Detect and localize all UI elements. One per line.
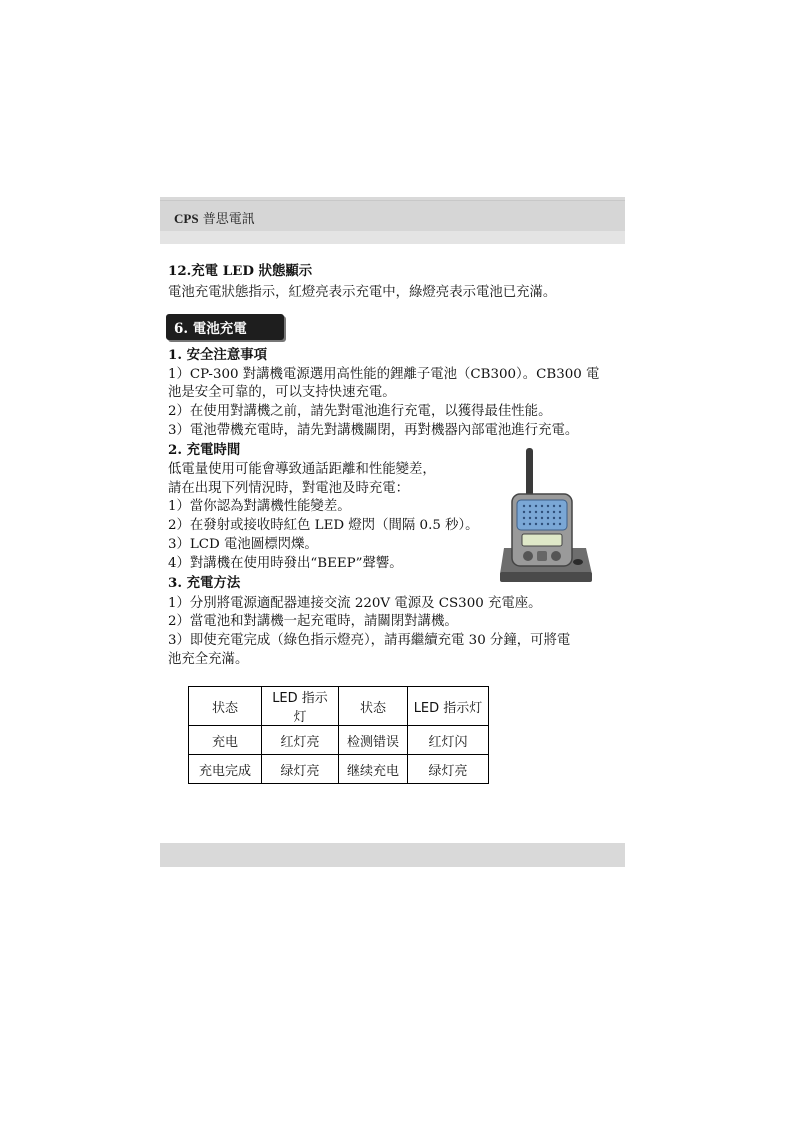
table-header-row: [189, 687, 489, 726]
walkie-talkie-in-charger-icon: [500, 446, 610, 586]
table-cell: 继续充电: [339, 755, 408, 784]
method-heading: 3. 充電方法: [168, 575, 241, 591]
table-cell: 检测错误: [339, 726, 408, 755]
method-line: 3）即使充電完成（綠色指示燈亮），請再繼續充電 30 分鐘，可將電: [168, 633, 571, 648]
section-12-body: 電池充電狀態指示，紅燈亮表示充電中，綠燈亮表示電池已充滿。: [168, 285, 557, 300]
led-status-table: [188, 686, 489, 784]
table-cell: 充电完成: [189, 755, 262, 784]
time-line: 低電量使用可能會導致通話距離和性能變差，: [168, 462, 436, 477]
table-header-cell: LED 指示灯: [262, 687, 339, 726]
footer-band: [160, 843, 625, 867]
time-heading: 2. 充電時間: [168, 442, 241, 458]
safety-heading: 1. 安全注意事項: [168, 347, 267, 363]
time-line: 1）當你認為對講機性能變差。: [168, 499, 351, 514]
time-line: 請在出現下列情況時，對電池及時充電：: [168, 481, 410, 496]
section-6-tab: 6. 電池充電: [166, 314, 284, 340]
table-cell: 红灯闪: [408, 726, 489, 755]
section-12-title: 12.充電 LED 狀態顯示: [168, 263, 313, 279]
table-cell: 充电: [189, 726, 262, 755]
header-stripe: [160, 231, 625, 244]
table-cell: 绿灯亮: [262, 755, 339, 784]
method-line: 1）分別將電源適配器連接交流 220V 電源及 CS300 充電座。: [168, 596, 542, 611]
method-line: 池充全充滿。: [168, 652, 249, 667]
table-cell: 绿灯亮: [408, 755, 489, 784]
table-header-cell: 状态: [189, 687, 262, 726]
safety-line: 1）CP-300 對講機電源選用高性能的鋰離子電池（CB300）。CB300 電: [168, 367, 600, 382]
table-header-cell: LED 指示灯: [408, 687, 489, 726]
table-row: [189, 726, 489, 755]
time-line: 3）LCD 電池圖標閃爍。: [168, 537, 318, 552]
safety-line: 池是安全可靠的，可以支持快速充電。: [168, 385, 396, 400]
method-line: 2）當電池和對講機一起充電時，請關閉對講機。: [168, 614, 458, 629]
table-row: [189, 755, 489, 784]
table-header-cell: 状态: [339, 687, 408, 726]
safety-line: 3）電池帶機充電時，請先對講機關閉，再對機器內部電池進行充電。: [168, 423, 579, 438]
table-cell: 红灯亮: [262, 726, 339, 755]
time-line: 2）在發射或接收時紅色 LED 燈閃（間隔 0.5 秒）。: [168, 518, 479, 533]
safety-line: 2）在使用對講機之前，請先對電池進行充電，以獲得最佳性能。: [168, 404, 552, 419]
time-line: 4）對講機在使用時發出“BEEP”聲響。: [168, 556, 403, 571]
brand-name: CPS 普思電訊: [174, 211, 255, 227]
